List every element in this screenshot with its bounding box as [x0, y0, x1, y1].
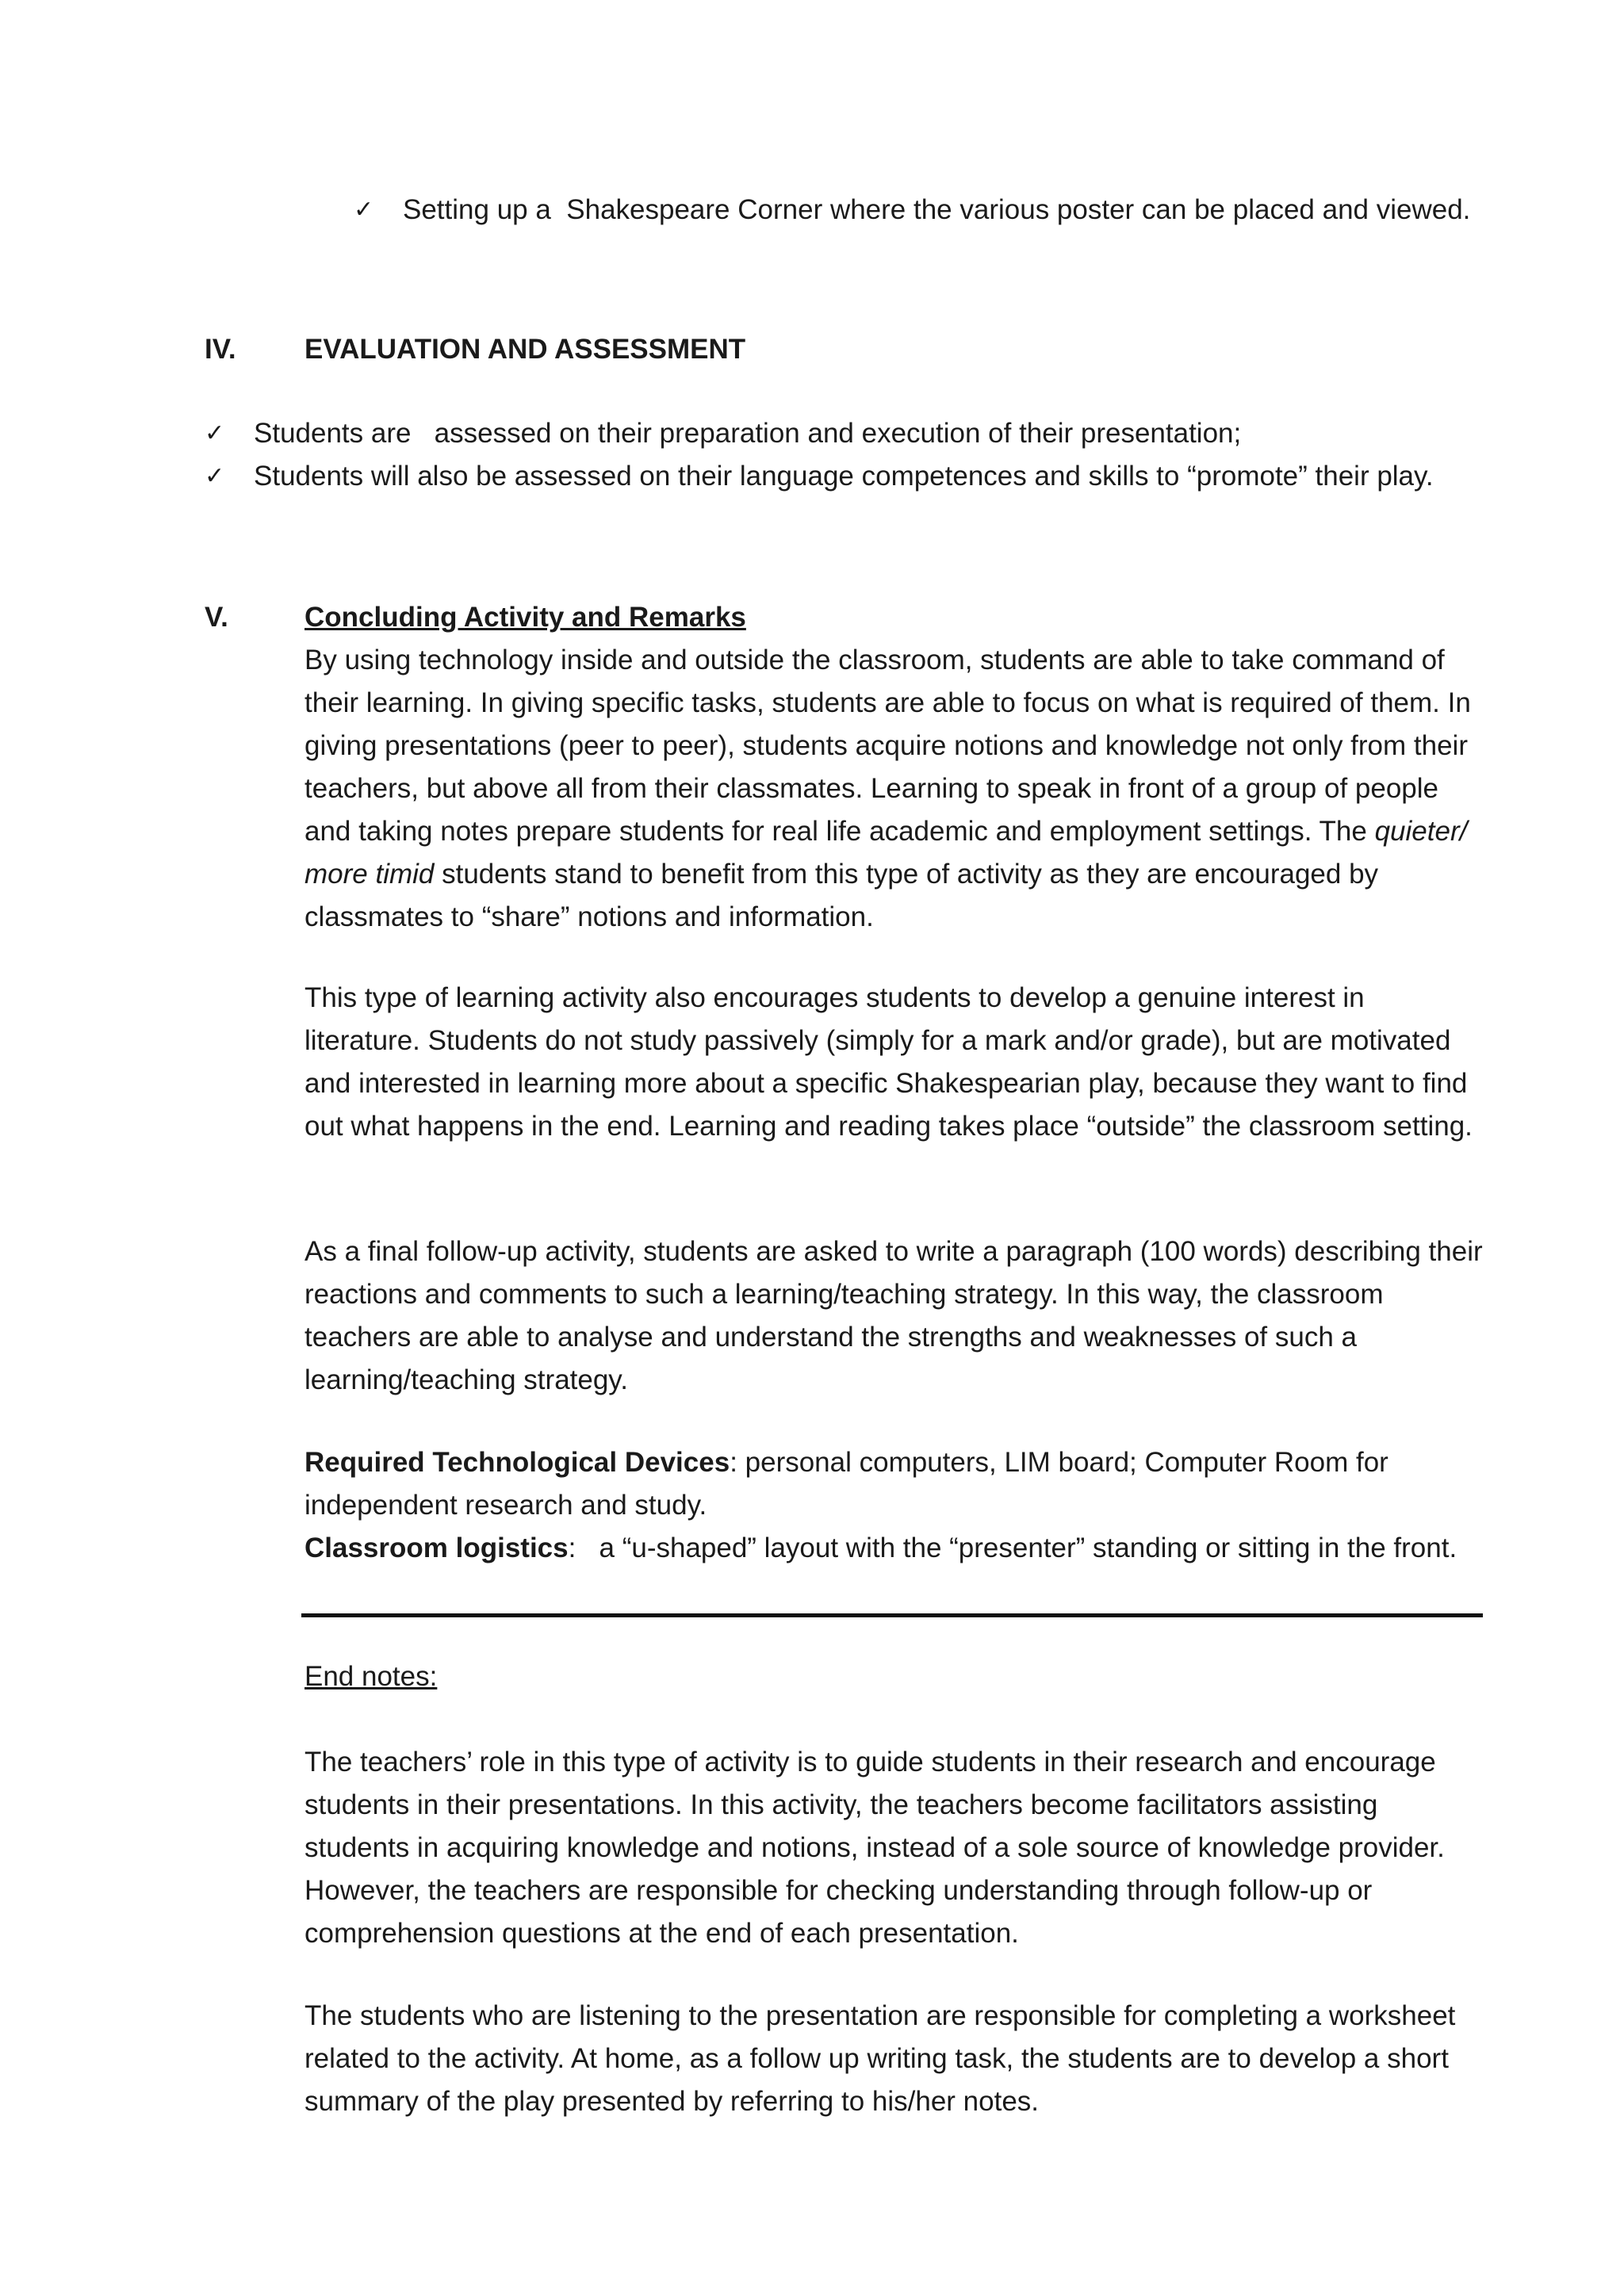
devices-paragraph: [304, 1441, 1486, 1570]
checkmark-icon: ✓: [205, 462, 225, 490]
end-notes-paragraph-2: [304, 1995, 1486, 2123]
section-4-numeral: IV.: [205, 334, 236, 365]
logistics-label: Classroom logistics: [304, 1533, 569, 1563]
end-notes-text-2: The students who are listening to the presentation are responsible for completing a worksheet related to the activity. At home, as a follow up writing task, the students are to develop a short summary of the play presented by referring to his/her notes.: [304, 2000, 1456, 2117]
devices-label: Required Technological Devices: [304, 1447, 730, 1478]
end-notes-text-1: The teachers’ role in this type of activity is to guide students in their research and encourage students in their presentations. In this activity, the teachers become facilitators assisting students in acquiring knowledge and notions, instead of a sole source of knowledge provider. However, the teachers are responsible for checking understanding through follow-up or comprehension questions at the end of each presentation.: [304, 1747, 1445, 1949]
section-5-paragraph-3: [304, 1230, 1486, 1402]
devices-text: : personal computers, LIM board; Computer Room for independent research and study.: [304, 1447, 1388, 1521]
section-4-bullet-1: Students are assessed on their preparation and execution of their presentation;: [254, 418, 1242, 449]
paragraph-1-text-a: By using technology inside and outside the classroom, students are able to take command of their learning. In giving specific tasks, students are able to focus on what is required of them. In giving presentations (peer to peer), students acquire notions and knowledge not only from their teachers, but above all from their classmates. Learning to speak in front of a group of people and taking notes prepare students for real life academic and employment settings. The: [304, 645, 1471, 847]
end-notes-paragraph-1: [304, 1741, 1486, 1955]
paragraph-3-text: As a final follow-up activity, students are asked to write a paragraph (100 words) describing their reactions and comments to such a learning/teaching strategy. In this way, the classroom teachers are able to analyse and understand the strengths and weaknesses of such a learning/teaching strategy.: [304, 1236, 1483, 1395]
paragraph-1-italic: quieter/ more timid: [304, 816, 1468, 890]
checkmark-icon: ✓: [205, 419, 225, 447]
section-5-paragraph-2: [304, 977, 1486, 1148]
section-divider: [301, 1613, 1483, 1617]
paragraph-1-text-b: students stand to benefit from this type of activity as they are encouraged by classmates to “share” notions and information.: [304, 859, 1379, 932]
logistics-text: : a “u-shaped” layout with the “presenter” standing or sitting in the front.: [568, 1533, 1457, 1563]
section-5-numeral: V.: [205, 602, 228, 633]
section-4-title: EVALUATION AND ASSESSMENT: [304, 334, 746, 365]
checkmark-icon: ✓: [354, 196, 374, 224]
top-bullet-text: Setting up a Shakespeare Corner where the various poster can be placed and viewed.: [403, 194, 1471, 225]
section-5-paragraph-1: [304, 639, 1486, 939]
paragraph-2-text: This type of learning activity also encourages students to develop a genuine interest in literature. Students do not study passively (simply for a mark and/or grade), but are motivated and interested in learning more about a specific Shakespearian play, because they want to find out what happens in the end. Learning and reading takes place “outside” the classroom setting.: [304, 982, 1473, 1142]
section-4-bullet-2: Students will also be assessed on their language competences and skills to “promote” their play.: [254, 461, 1434, 492]
section-5-title: Concluding Activity and Remarks: [304, 602, 746, 633]
end-notes-title: End notes:: [304, 1661, 438, 1692]
